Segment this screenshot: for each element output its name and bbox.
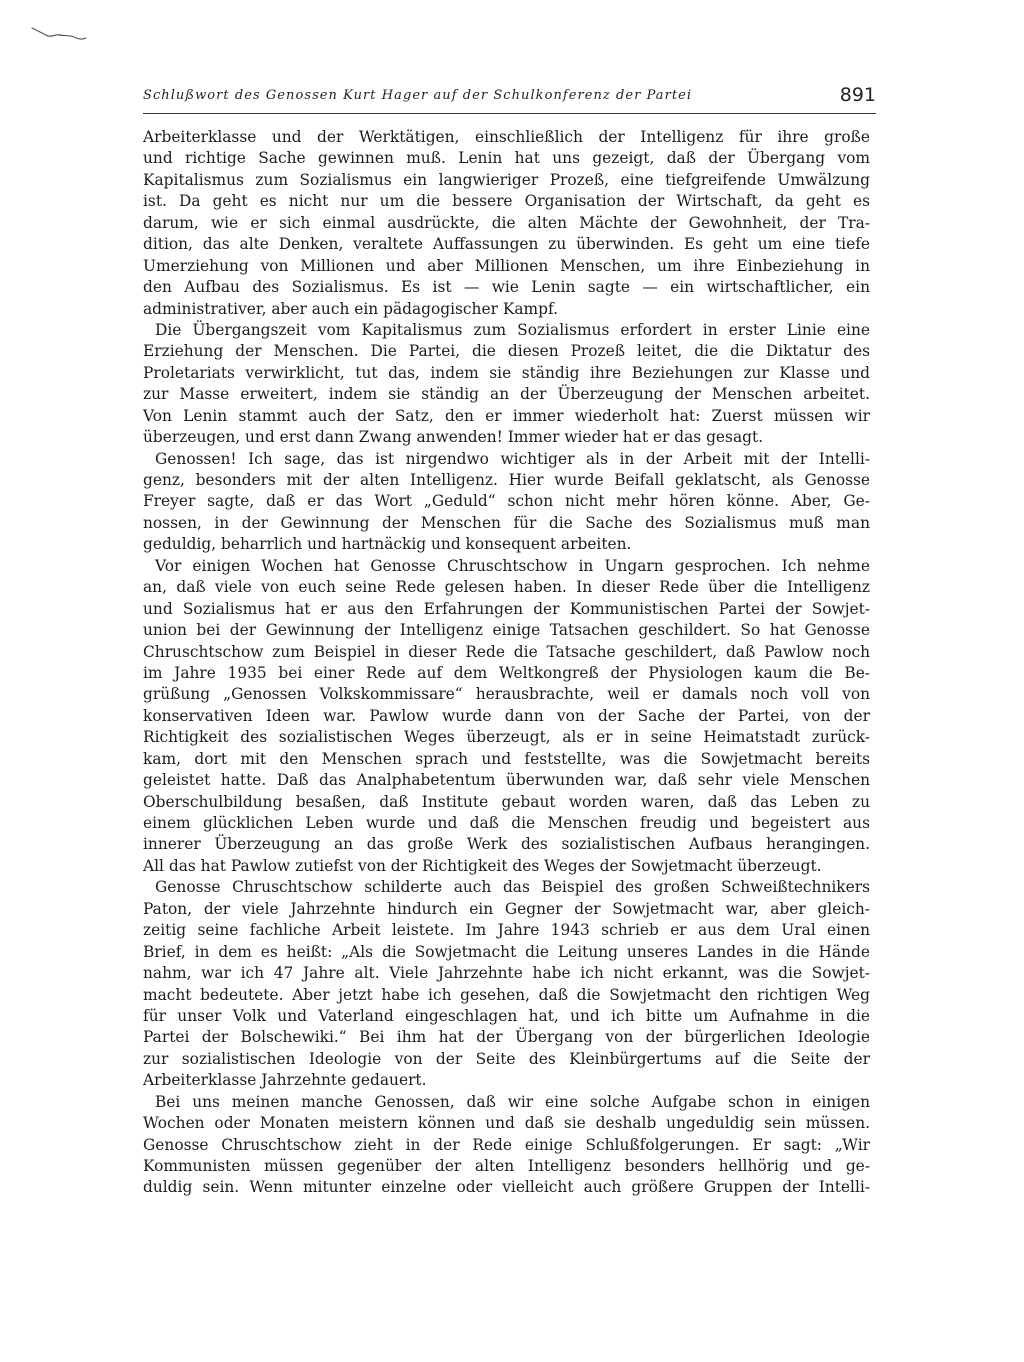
text-line: darum, wie er sich einmal ausdrückte, die alten Mächte der Gewohnheit, der Tra-: [143, 213, 870, 232]
text-line: Partei der Bolschewiki.“ Bei ihm hat der Übergang von der bürgerlichen Ideologie: [143, 1028, 870, 1047]
text-line: und richtige Sache gewinnen muß. Lenin hat uns gezeigt, daß der Übergang vom: [143, 149, 870, 168]
text-line: genz, besonders mit der alten Intelligenz. Hier wurde Beifall geklatscht, als Genosse: [143, 471, 870, 489]
text-line: Arbeiterklasse Jahrzehnte gedauert.: [143, 1071, 427, 1090]
text-line: grüßung „Genossen Volkskommissare“ herausbrachte, weil er damals noch voll von: [143, 685, 870, 704]
text-line: union bei der Gewinnung der Intelligenz einige Tatsachen geschildert. So hat Genosse: [143, 621, 870, 640]
text-line: den Aufbau des Sozialismus. Es ist — wie Lenin sagte — ein wirtschaftlicher, ein: [143, 278, 870, 297]
text-line: kam, dort mit den Menschen sprach und feststellte, was die Sowjetmacht bereits: [143, 749, 870, 768]
text-line: zeitig seine fachliche Arbeit leistete. Im Jahre 1943 schrieb er aus dem Ural einen: [143, 921, 870, 940]
text-line: Paton, der viele Jahrzehnte hindurch ein Gegner der Sowjetmacht war, aber gleich-: [143, 899, 870, 918]
text-line: und Sozialismus hat er aus den Erfahrungen der Kommunistischen Partei der Sowjet-: [143, 599, 870, 618]
text-line: Vor einigen Wochen hat Genosse Chruschtschow in Ungarn gesprochen. Ich nehme: [155, 556, 870, 575]
text-line: nahm, war ich 47 Jahre alt. Viele Jahrzehnte habe ich nicht erkannt, was die Sowjet-: [143, 964, 870, 983]
text-line: Genossen! Ich sage, das ist nirgendwo wichtiger als in der Arbeit mit der Intelli-: [155, 449, 870, 468]
text-line: geleistet hatte. Daß das Analphabetentum überwunden war, daß sehr viele Menschen: [143, 771, 870, 790]
running-title: Schlußwort des Genossen Kurt Hager auf der Schulkonferenz der Partei: [143, 88, 693, 103]
text-line: geduldig, beharrlich und hartnäckig und konsequent arbeiten.: [143, 535, 632, 554]
text-line: Oberschulbildung besaßen, daß Institute gebaut worden waren, daß das Leben zu: [143, 792, 870, 811]
text-line: Erziehung der Menschen. Die Partei, die diesen Prozeß leitet, die die Diktatur des: [143, 342, 870, 361]
text-line: All das hat Pawlow zutiefst von der Richtigkeit des Weges der Sowjetmacht überzeugt.: [143, 856, 822, 875]
text-line: dition, das alte Denken, veraltete Auffassungen zu überwinden. Es geht um eine tiefe: [143, 235, 870, 254]
text-line: ist. Da geht es nicht nur um die bessere Organisation der Wirtschaft, da geht es: [143, 192, 870, 211]
text-line: Kapitalismus zum Sozialismus ein langwieriger Prozeß, eine tiefgreifende Umwälzung: [143, 170, 870, 189]
text-line: Proletariats verwirklicht, tut das, indem sie ständig ihre Beziehungen zur Klasse und: [143, 363, 870, 382]
text-line: Von Lenin stammt auch der Satz, den er immer wiederholt hat: Zuerst müssen wir: [143, 406, 870, 425]
text-line: Wochen oder Monaten meistern können und daß sie deshalb ungeduldig sein müssen.: [143, 1114, 870, 1133]
text-line: einem glücklichen Leben wurde und daß die Menschen freudig und begeistert aus: [143, 814, 870, 832]
body-text: [143, 127, 870, 1199]
running-head: [143, 84, 876, 114]
text-line: Die Übergangszeit vom Kapitalismus zum Sozialismus erfordert in erster Linie eine: [155, 320, 870, 339]
header-rule: [143, 113, 876, 114]
text-line: Umerziehung von Millionen und aber Millionen Menschen, um ihre Einbeziehung in: [143, 256, 870, 275]
text-line: macht bedeutete. Aber jetzt habe ich gesehen, daß die Sowjetmacht den richtigen Weg: [143, 985, 870, 1004]
text-line: Bei uns meinen manche Genossen, daß wir eine solche Aufgabe schon in einigen: [155, 1092, 870, 1111]
text-line: zur sozialistischen Ideologie von der Seite des Kleinbürgertums auf die Seite der: [143, 1049, 870, 1068]
text-line: überzeugen, und erst dann Zwang anwenden! Immer wieder hat er das gesagt.: [143, 428, 764, 447]
text-line: für unser Volk und Vaterland eingeschlagen hat, und ich bitte um Aufnahme in die: [143, 1006, 870, 1025]
page-number: 891: [839, 84, 876, 106]
text-line: an, daß viele von euch seine Rede gelesen haben. In dieser Rede über die Intelligenz: [143, 578, 870, 597]
text-line: Richtigkeit des sozialistischen Weges überzeugt, als er in seine Heimatstadt zurück-: [143, 728, 870, 747]
text-line: Genosse Chruschtschow zieht in der Rede einige Schlußfolgerungen. Er sagt: „Wir: [143, 1135, 870, 1154]
text-line: zur Masse erweitert, indem sie ständig an der Überzeugung der Menschen arbeitet.: [143, 385, 870, 404]
text-line: Brief, in dem es heißt: „Als die Sowjetmacht die Leitung unseres Landes in die Hände: [143, 942, 870, 961]
text-line: Freyer sagte, daß er das Wort „Geduld“ schon nicht mehr hören könne. Aber, Ge-: [143, 492, 870, 511]
text-line: Genosse Chruschtschow schilderte auch das Beispiel des großen Schweißtechnikers: [155, 878, 870, 897]
text-line: nossen, in der Gewinnung der Menschen für die Sache des Sozialismus muß man: [143, 513, 870, 532]
text-line: Arbeiterklasse und der Werktätigen, einschließlich der Intelligenz für ihre große: [143, 128, 870, 146]
text-line: innerer Überzeugung an das große Werk des sozialistischen Aufbaus herangingen.: [143, 835, 870, 854]
text-line: administrativer, aber auch ein pädagogischer Kampf.: [143, 299, 558, 318]
text-line: Kommunisten müssen gegenüber der alten Intelligenz besonders hellhörig und ge-: [143, 1157, 870, 1175]
text-line: im Jahre 1935 bei einer Rede auf dem Weltkongreß der Physiologen kaum die Be-: [143, 663, 870, 682]
text-line: Chruschtschow zum Beispiel in dieser Rede die Tatsache geschildert, daß Pawlow noch: [143, 642, 870, 661]
scan-pen-mark: [30, 20, 90, 44]
text-line: konservativen Ideen war. Pawlow wurde dann von der Sache der Partei, von der: [143, 706, 870, 725]
text-line: duldig sein. Wenn mitunter einzelne oder vielleicht auch größere Gruppen der Intelli-: [143, 1178, 870, 1197]
